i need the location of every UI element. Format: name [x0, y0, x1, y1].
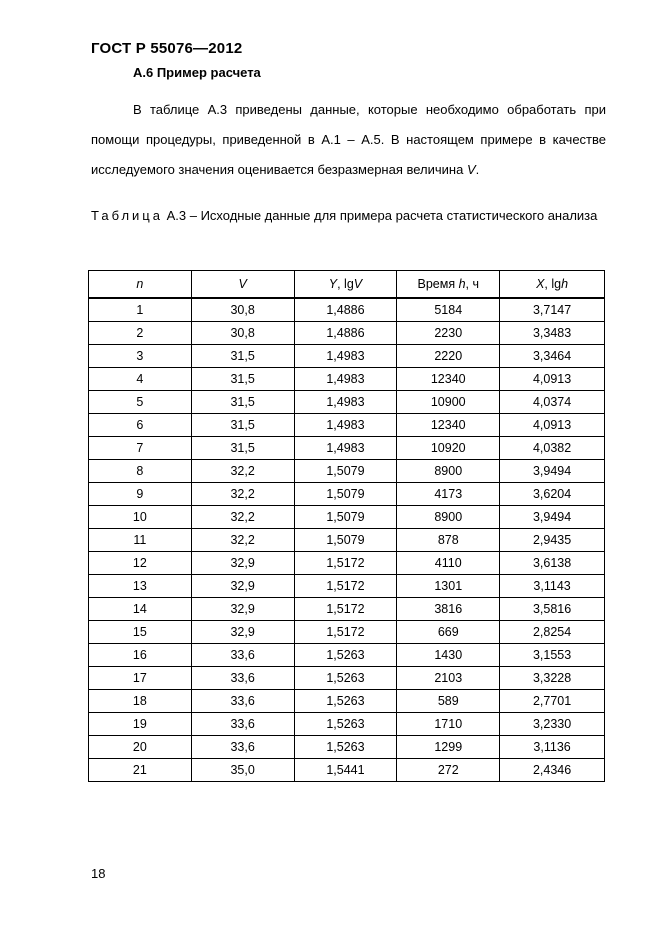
page-number: 18 [91, 866, 106, 881]
table-cell: 3,9494 [500, 460, 605, 483]
table-cell: 1,5079 [294, 460, 397, 483]
table-cell: 5 [89, 391, 192, 414]
standard-header: ГОСТ Р 55076—2012 [91, 40, 243, 57]
table-cell: 1,5172 [294, 621, 397, 644]
table-cell: 12 [89, 552, 192, 575]
table-cell: 30,8 [191, 298, 294, 322]
table-row [89, 391, 605, 414]
caption-text: А.3 – Исходные данные для примера расчета статистического анализа [162, 208, 598, 223]
table-cell: 589 [397, 690, 500, 713]
table-row [89, 322, 605, 345]
table-cell: 9 [89, 483, 192, 506]
table-cell: 8900 [397, 460, 500, 483]
table-cell: 33,6 [191, 690, 294, 713]
column-header-3 [294, 271, 397, 299]
table-cell: 1,5263 [294, 644, 397, 667]
table-cell: 10920 [397, 437, 500, 460]
column-header-2 [191, 271, 294, 299]
column-header-1 [89, 271, 192, 299]
table-cell: 15 [89, 621, 192, 644]
table-cell: 669 [397, 621, 500, 644]
table-cell: 4110 [397, 552, 500, 575]
header-symbol-2: h [561, 277, 569, 291]
table-cell: 1,5172 [294, 575, 397, 598]
table-cell: 4,0913 [500, 368, 605, 391]
table-cell: 5184 [397, 298, 500, 322]
section-title: А.6 Пример расчета [133, 65, 261, 80]
table-cell: 1,5079 [294, 529, 397, 552]
table-cell: 4 [89, 368, 192, 391]
table-cell: 2103 [397, 667, 500, 690]
table-cell: 4,0374 [500, 391, 605, 414]
table-cell: 1,4886 [294, 298, 397, 322]
table-cell: 1,5441 [294, 759, 397, 782]
table-cell: 18 [89, 690, 192, 713]
table-cell: 33,6 [191, 713, 294, 736]
table-cell: 2230 [397, 322, 500, 345]
table-cell: 16 [89, 644, 192, 667]
table-cell: 3,3228 [500, 667, 605, 690]
table-cell: 8900 [397, 506, 500, 529]
table-cell: 3,3483 [500, 322, 605, 345]
table-cell: 31,5 [191, 345, 294, 368]
table-cell: 1,4983 [294, 391, 397, 414]
caption-label: Таблица [91, 208, 163, 223]
intro-paragraph [91, 95, 606, 185]
table-cell: 878 [397, 529, 500, 552]
table-cell: 3,1553 [500, 644, 605, 667]
table-row [89, 506, 605, 529]
table-cell: 2,8254 [500, 621, 605, 644]
table-cell: 32,2 [191, 460, 294, 483]
header-symbol: Y [328, 277, 338, 291]
table-cell: 3,1143 [500, 575, 605, 598]
table-cell: 3,6138 [500, 552, 605, 575]
table-cell: 32,2 [191, 506, 294, 529]
table-cell: 10900 [397, 391, 500, 414]
table-cell: 30,8 [191, 322, 294, 345]
table-cell: 33,6 [191, 736, 294, 759]
intro-variable: V [466, 162, 476, 177]
table-cell: 2,7701 [500, 690, 605, 713]
table-row [89, 483, 605, 506]
table-cell: 1710 [397, 713, 500, 736]
table-cell: 8 [89, 460, 192, 483]
table-cell: 3816 [397, 598, 500, 621]
intro-text: В таблице А.3 приведены данные, которые необходимо обработать при помощи процедуры, приведенной в А.1 – А.5. В настоящем примере в качестве исследуемого значения оценивается безразмерная величина [91, 102, 606, 177]
table-cell: 1,5263 [294, 713, 397, 736]
header-prefix: Время [417, 277, 459, 291]
header-symbol: h [458, 277, 466, 291]
table-row [89, 690, 605, 713]
table-row [89, 736, 605, 759]
table-cell: 1,5263 [294, 690, 397, 713]
table-cell: 32,2 [191, 529, 294, 552]
table-row [89, 644, 605, 667]
table-row [89, 345, 605, 368]
table-row [89, 552, 605, 575]
data-table-wrapper [88, 270, 605, 782]
table-row [89, 414, 605, 437]
table-cell: 1,5079 [294, 506, 397, 529]
table-cell: 32,9 [191, 552, 294, 575]
table-cell: 21 [89, 759, 192, 782]
table-cell: 1,4983 [294, 437, 397, 460]
table-cell: 14 [89, 598, 192, 621]
table-cell: 3,7147 [500, 298, 605, 322]
table-cell: 1430 [397, 644, 500, 667]
table-cell: 35,0 [191, 759, 294, 782]
table-cell: 31,5 [191, 437, 294, 460]
table-cell: 272 [397, 759, 500, 782]
table-row [89, 667, 605, 690]
table-cell: 31,5 [191, 368, 294, 391]
table-cell: 1299 [397, 736, 500, 759]
table-cell: 1,5172 [294, 598, 397, 621]
table-cell: 11 [89, 529, 192, 552]
table-cell: 4,0382 [500, 437, 605, 460]
header-symbol-2: V [353, 277, 363, 291]
header-symbol: n [136, 277, 144, 291]
table-cell: 13 [89, 575, 192, 598]
table-cell: 2,4346 [500, 759, 605, 782]
table-cell: 32,9 [191, 621, 294, 644]
table-cell: 32,9 [191, 598, 294, 621]
table-body [89, 298, 605, 782]
table-cell: 1301 [397, 575, 500, 598]
table-row [89, 368, 605, 391]
table-cell: 6 [89, 414, 192, 437]
table-cell: 1 [89, 298, 192, 322]
header-suffix: , lg [337, 277, 354, 291]
intro-end: . [475, 162, 480, 177]
data-table [88, 270, 605, 782]
table-cell: 3,3464 [500, 345, 605, 368]
table-row [89, 529, 605, 552]
table-row [89, 759, 605, 782]
table-cell: 3,2330 [500, 713, 605, 736]
table-cell: 4173 [397, 483, 500, 506]
table-cell: 1,4886 [294, 322, 397, 345]
header-row [89, 271, 605, 299]
table-cell: 1,4983 [294, 368, 397, 391]
header-symbol: V [238, 277, 247, 291]
table-cell: 12340 [397, 414, 500, 437]
table-cell: 1,5263 [294, 736, 397, 759]
table-row [89, 298, 605, 322]
table-cell: 3,1136 [500, 736, 605, 759]
table-cell: 1,5079 [294, 483, 397, 506]
column-header-5 [500, 271, 605, 299]
table-cell: 1,4983 [294, 414, 397, 437]
table-header [89, 271, 605, 299]
table-cell: 12340 [397, 368, 500, 391]
table-row [89, 598, 605, 621]
table-cell: 32,2 [191, 483, 294, 506]
table-row [89, 575, 605, 598]
table-row [89, 460, 605, 483]
table-row [89, 437, 605, 460]
table-cell: 2,9435 [500, 529, 605, 552]
table-cell: 3,5816 [500, 598, 605, 621]
table-cell: 2220 [397, 345, 500, 368]
table-cell: 10 [89, 506, 192, 529]
table-cell: 2 [89, 322, 192, 345]
table-cell: 20 [89, 736, 192, 759]
table-cell: 17 [89, 667, 192, 690]
table-cell: 33,6 [191, 667, 294, 690]
table-cell: 1,5263 [294, 667, 397, 690]
header-symbol: X [536, 277, 545, 291]
table-cell: 7 [89, 437, 192, 460]
table-cell: 1,4983 [294, 345, 397, 368]
table-cell: 3,9494 [500, 506, 605, 529]
table-cell: 4,0913 [500, 414, 605, 437]
table-row [89, 621, 605, 644]
table-caption [91, 201, 606, 231]
table-cell: 3 [89, 345, 192, 368]
header-suffix: , ч [465, 277, 479, 291]
table-row [89, 713, 605, 736]
column-header-4 [397, 271, 500, 299]
table-cell: 31,5 [191, 414, 294, 437]
table-cell: 19 [89, 713, 192, 736]
table-cell: 32,9 [191, 575, 294, 598]
table-cell: 31,5 [191, 391, 294, 414]
header-suffix: , lg [544, 277, 562, 291]
table-cell: 1,5172 [294, 552, 397, 575]
table-cell: 3,6204 [500, 483, 605, 506]
table-cell: 33,6 [191, 644, 294, 667]
